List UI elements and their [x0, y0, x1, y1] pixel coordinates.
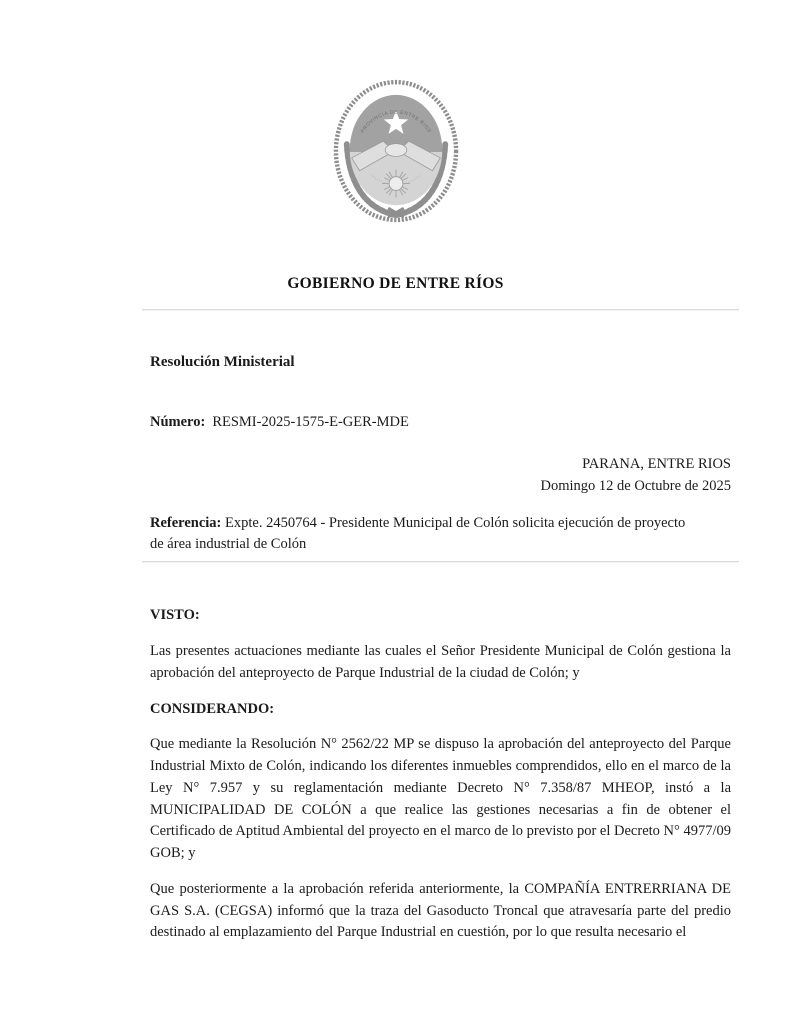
reference-text: Expte. 2450764 - Presidente Municipal de Colón solicita ejecución de proyecto de área industrial de Colón	[150, 515, 686, 553]
document-main-text	[150, 605, 731, 944]
number-label: Número:	[150, 413, 206, 430]
reference-divider	[142, 561, 739, 563]
visto-heading: VISTO:	[150, 607, 200, 624]
page-title: GOBIERNO DE ENTRE RÍOS	[287, 275, 504, 292]
considerando-paragraph-1: Que mediante la Resolución N° 2562/22 MP se dispuso la aprobación del anteproyecto del Parque Industrial Mixto de Colón, indicando los diferentes inmuebles comprendidos, ello en el marco de la Ley N° 7.957 y su reglamentación mediante Decreto N° 7.358/87 MHEOP, instó a la MUNICIPALIDAD DE COLÓN a que realice las gestiones necesarias a fin de obtener el Certificado de Aptitud Ambiental del proyecto en el marco de lo previsto por el Decreto N° 4977/09 GOB; y	[150, 736, 731, 861]
reference-block	[150, 513, 700, 555]
date-line: Domingo 12 de Octubre de 2025	[540, 478, 731, 495]
reference-label: Referencia:	[150, 515, 222, 532]
emblem-container	[0, 0, 791, 235]
place-line: PARANA, ENTRE RIOS	[582, 456, 731, 473]
entre-rios-coat-of-arms-icon	[332, 78, 460, 230]
place-date-block	[150, 453, 731, 497]
header-divider	[142, 309, 739, 311]
document-number-line	[150, 412, 731, 434]
number-value: RESMI-2025-1575-E-GER-MDE	[212, 413, 409, 430]
document-body	[150, 351, 731, 555]
visto-paragraph: Las presentes actuaciones mediante las cuales el Señor Presidente Municipal de Colón gestiona la aprobación del anteproyecto de Parque Industrial de la ciudad de Colón; y	[150, 643, 731, 681]
considerando-paragraph-2: Que posteriormente a la aprobación referida anteriormente, la COMPAÑÍA ENTRERRIANA DE GAS S.A. (CEGSA) informó que la traza del Gasoducto Troncal que atravesaría parte del predio destinado al emplazamiento del Parque Industrial en cuestión, por lo que resulta necesario el	[150, 880, 731, 941]
document-type-heading: Resolución Ministerial	[150, 354, 295, 370]
considerando-heading: CONSIDERANDO:	[150, 700, 275, 717]
emblem-arc-text: PROVINCIA DE ENTRE RIOS	[360, 110, 431, 135]
